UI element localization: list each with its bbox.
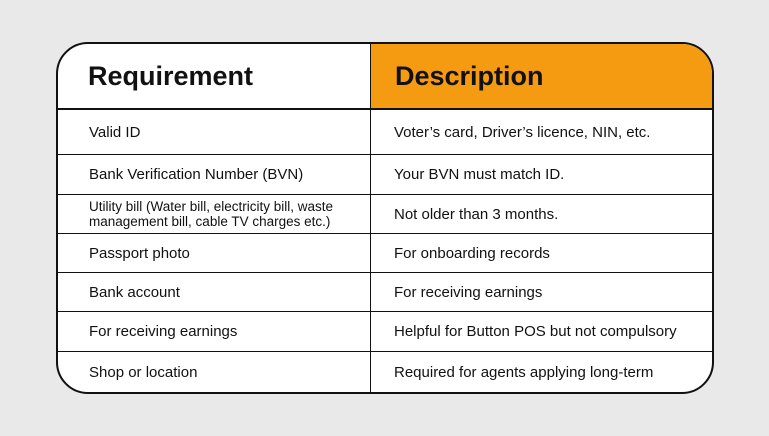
description-cell: Your BVN must match ID. xyxy=(371,155,712,195)
requirements-card xyxy=(56,42,714,394)
header-requirement: Requirement xyxy=(58,44,371,110)
requirement-cell: Bank Verification Number (BVN) xyxy=(58,155,371,195)
requirement-cell: For receiving earnings xyxy=(58,312,371,352)
requirement-cell: Bank account xyxy=(58,273,371,312)
requirement-cell: Shop or location xyxy=(58,352,371,392)
description-cell: For onboarding records xyxy=(371,234,712,273)
description-cell: Required for agents applying long-term xyxy=(394,363,654,381)
description-cell: Not older than 3 months. xyxy=(371,195,712,234)
header-description: Description xyxy=(371,44,712,110)
requirement-cell: Valid ID xyxy=(58,110,371,155)
description-cell: Voter’s card, Driver’s licence, NIN, etc. xyxy=(371,110,712,155)
description-cell: For receiving earnings xyxy=(371,273,712,312)
description-cell: Helpful for Button POS but not compulsory xyxy=(371,312,712,352)
requirements-table xyxy=(58,44,712,392)
requirement-cell: Utility bill (Water bill, electricity bill, waste management bill, cable TV charges etc.) xyxy=(58,195,371,234)
requirement-cell: Passport photo xyxy=(58,234,371,273)
